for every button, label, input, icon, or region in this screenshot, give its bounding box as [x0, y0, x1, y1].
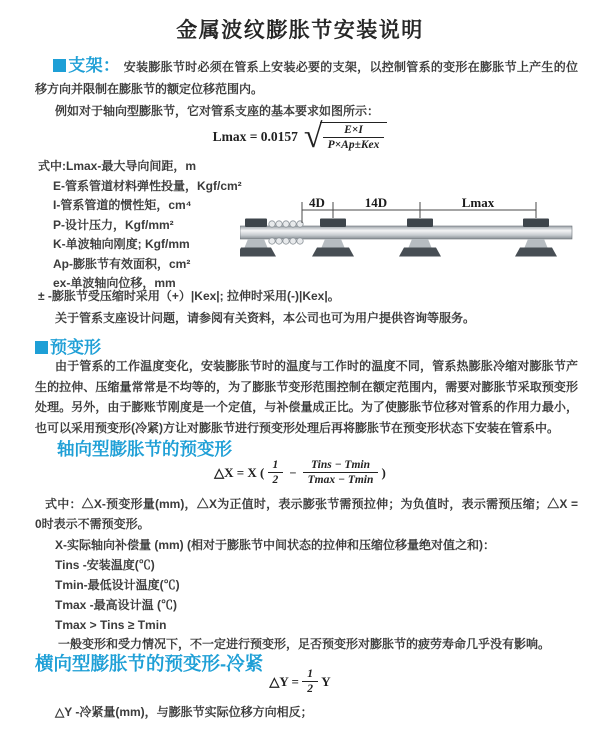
- page-title: 金属波纹膨胀节安装说明: [176, 19, 424, 42]
- predeform-body-paragraph: 由于管系的工作温度变化，安装膨胀节时的温度与工作时的温度不同，管系热膨胀冷缩对膨胀节产生的拉伸、压缩量常常是不均等的，为了膨胀节变形范围控制在额定范围内，需要对膨胀节采取预变形处理。另外，由于膨账节刚度是一个定值，与补偿量成正比。为了使膨胀节位移对管系的作用力最小，也可以采用预变形(冷紧)方让对膨胀节进行预变形处理后再将膨胀节在预变形状态下安装在管系中。: [35, 359, 578, 435]
- support-example-line: 例如对于轴向型膨胀节，它对管系支座的基本要求如图所示：: [55, 104, 380, 118]
- consult-note: 关于管系支座设计问题，请参阅有关资料，本公司也可为用户提供咨询等服务。: [55, 311, 476, 325]
- section-marker-icon: [53, 59, 66, 72]
- axial-formula-explanation: 式中：△X-预变形量(mm)，△X为正值时，表示膨张节需预拉伸；为负值时，表示需预压缩；△X = 0时表示不需预变形。: [35, 497, 578, 531]
- axial-predeform-heading: 轴向型膨胀节的预变形: [57, 439, 232, 459]
- diagram-pipe: [240, 226, 572, 239]
- lmax-formula-denominator: P×Ap±Kex: [323, 137, 385, 152]
- lmax-formula-lhs: Lmax = 0.0157: [212, 129, 298, 144]
- dimension-label-14d: 14D: [364, 195, 388, 210]
- definition-item: Ap-膨胀节有效面积，cm²: [53, 256, 191, 271]
- axial-general-note: 一般变形和受力情况下，不一定进行预变形，足否预变形对膨胀节的疲劳寿命几乎没有影响。: [58, 637, 551, 651]
- lateral-predeform-heading: 横向型膨胀节的预变形-冷紧: [35, 653, 264, 674]
- definition-item: K-单波轴向刚度; Kgf/mm: [53, 237, 190, 251]
- definition-item: I-管系管道的惯性矩，cm⁴: [53, 198, 192, 212]
- lateral-formula-note: △Y -冷紧量(mm)，与膨胀节实际位移方向相反；: [55, 705, 313, 719]
- support-intro-paragraph: [35, 55, 578, 100]
- definition-item: E-管系管道材料弹性投量，Kgf/cm²: [53, 178, 242, 193]
- definition-item: P-设计压力，Kgf/mm²: [53, 217, 174, 232]
- dimension-label-lmax: Lmax: [461, 195, 495, 210]
- axial-predeform-formula: △X = X ( $\frac{1}{2}$ − $\frac{\text{Tins − Tmin}}{Tmax - Tmin}$ ): [214, 459, 386, 486]
- predeform-section-heading: 预变形: [35, 333, 101, 358]
- lmax-formula: [0, 118, 600, 155]
- variable-item: Tmax -最高设计温 (℃): [55, 598, 178, 612]
- variable-item: Tmax > Tins ≥ Tmin: [55, 618, 167, 632]
- axial-variable-list: [55, 535, 575, 635]
- section-marker-icon: [35, 341, 48, 354]
- variable-item: Tins -安装温度(℃): [55, 558, 155, 572]
- dimension-label-4d: 4D: [309, 195, 325, 210]
- definition-item: 式中:Lmax-最大导向间距，m: [38, 159, 197, 173]
- support-section-heading: 支架：: [68, 56, 121, 75]
- variable-item: X-实际轴向补偿量 (mm) (相对于膨胀节中间状态的拉伸和压缩位移量绝对值之和)：: [55, 538, 495, 552]
- lateral-predeform-formula: △Y = $\frac{1}{2}$ Y: [269, 668, 331, 695]
- lmax-formula-numerator: E×I: [344, 124, 363, 136]
- support-intro-text: 安装膨胀节时必须在管系上安装必要的支架，以控制管系的变形在膨胀节上产生的位移方向并限制在膨胀节的额定位移范围内。: [35, 60, 578, 96]
- variable-item: Tmin-最低设计温度(℃): [55, 578, 180, 592]
- pipe-support-diagram: [240, 190, 600, 285]
- plus-minus-note: ± -膨胀节受压缩时采用（+）|Kex|; 拉伸时采用(-)|Kex|。: [38, 289, 340, 303]
- definition-item: ex-单波轴向位移，mm: [53, 276, 176, 290]
- radical-sign: √: [303, 118, 323, 155]
